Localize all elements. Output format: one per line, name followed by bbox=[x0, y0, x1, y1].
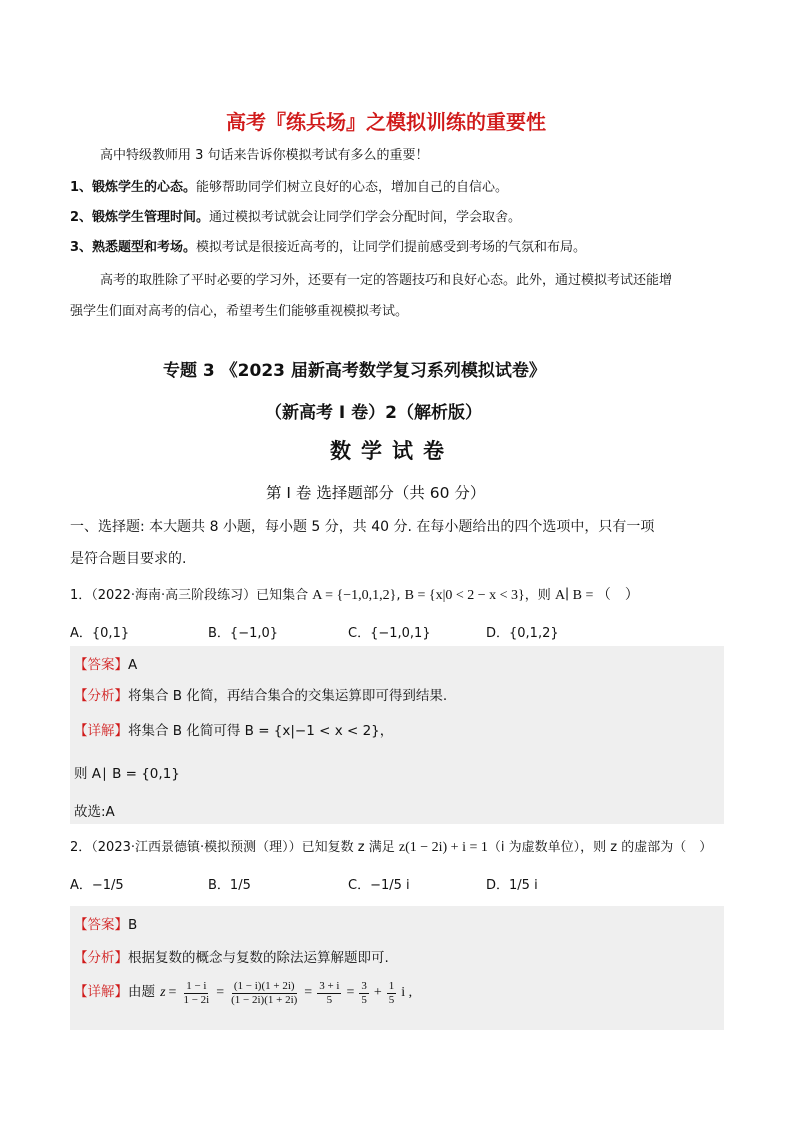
q1-detail-2: 则 A∣ B = {0,1} bbox=[74, 766, 180, 782]
q2-option-b: B．1/5 bbox=[208, 878, 251, 893]
point-1-text: 能够帮助同学们树立良好的心态，增加自己的自信心。 bbox=[196, 180, 509, 195]
point-3-text: 模拟考试是很接近高考的，让同学们提前感受到考场的气氛和布局。 bbox=[196, 240, 587, 255]
q2-stem-suffix: （i 为虚数单位），则 z 的虚部为（ ） bbox=[487, 840, 713, 855]
q2-answer-tag: 【答案】 bbox=[74, 917, 128, 933]
exam-title-line-2: （新高考 I 卷）2（解析版） bbox=[265, 403, 482, 423]
point-3 bbox=[70, 236, 586, 255]
q2-detail-prefix: 由题 bbox=[128, 984, 155, 1000]
q1-analysis-text: 将集合 B 化简，再结合集合的交集运算即可得到结果. bbox=[128, 688, 448, 704]
closing-line-2: 强学生们面对高考的信心，希望考生们能够重视模拟考试。 bbox=[70, 304, 409, 319]
q1-stem-suffix: ，则 bbox=[524, 588, 551, 603]
q2-stem bbox=[70, 836, 712, 856]
point-2 bbox=[70, 206, 521, 225]
point-1-lead: 1、锻炼学生的心态。 bbox=[70, 180, 197, 195]
q2-option-a: A．−1/5 bbox=[70, 878, 124, 893]
exam-part: 第 I 卷 选择题部分（共 60 分） bbox=[266, 484, 486, 502]
point-2-lead: 2、锻炼学生管理时间。 bbox=[70, 210, 210, 225]
q1-analysis bbox=[74, 684, 447, 704]
point-2-text: 通过模拟考试就会让同学们学会分配时间，学会取舍。 bbox=[209, 210, 522, 225]
q1-detail-tag: 【详解】 bbox=[74, 723, 128, 739]
q2-detail-formula: z = $\frac{1 - i}{1 - 2i}$ = $\frac{(1 - i)(1 + 2i)}{(1 - 2i)(1 + 2i)}$ = $\frac{3 + i}{5}$ = $\frac{3}{5}$ + $\frac{1}{5}$ i , bbox=[160, 979, 413, 1006]
q1-option-d: D．{0,1,2} bbox=[486, 626, 559, 641]
q1-stem: 1．（2022·海南·高三阶段练习）已知集合 A = {−1,0,1,2}, B = {x|0 < 2 − x < 3}，则 A∣ B = （ ） bbox=[70, 588, 639, 603]
q1-option-a: A．{0,1} bbox=[70, 626, 130, 641]
q2-detail-tag: 【详解】 bbox=[74, 984, 128, 1000]
q2-option-c: C．−1/5 i bbox=[348, 878, 410, 893]
point-3-lead: 3、熟悉题型和考场。 bbox=[70, 240, 197, 255]
q2-equation: z(1 − 2i) + i = 1 bbox=[398, 840, 488, 855]
q1-option-c: C．{−1,0,1} bbox=[348, 626, 431, 641]
exam-subject: 数学试卷 bbox=[330, 439, 454, 463]
q1-solution-block bbox=[70, 646, 724, 824]
q1-answer-tag: 【答案】 bbox=[74, 657, 128, 673]
exam-title-line-1: 专题 3 《2023 届新高考数学复习系列模拟试卷》 bbox=[163, 361, 546, 381]
q1-answer bbox=[74, 653, 137, 673]
q2-analysis-text: 根据复数的概念与复数的除法运算解题即可. bbox=[128, 950, 389, 966]
q1-query: A∣ B = （ ） bbox=[554, 588, 639, 603]
intro-text: 高中特级教师用 3 句话来告诉你模拟考试有多么的重要！ bbox=[100, 148, 429, 163]
q2-stem-prefix: 2．（2023·江西景德镇·模拟预测（理））已知复数 z 满足 bbox=[70, 840, 395, 855]
q2-detail bbox=[74, 980, 412, 1006]
instructions-line-2: 是符合题目要求的. bbox=[70, 551, 187, 567]
q1-stem-prefix: 1．（2022·海南·高三阶段练习）已知集合 bbox=[70, 588, 309, 603]
q1-analysis-tag: 【分析】 bbox=[74, 688, 128, 704]
q1-conclusion: 故选:A bbox=[74, 804, 115, 820]
q2-answer-value: B bbox=[128, 917, 138, 933]
q1-answer-value: A bbox=[128, 657, 138, 673]
page-title: 高考『练兵场』之模拟训练的重要性 bbox=[226, 110, 546, 134]
q1-set-a: A = {−1,0,1,2} bbox=[312, 588, 397, 603]
closing-line-1: 高考的取胜除了平时必要的学习外，还要有一定的答题技巧和良好心态。此外，通过模拟考试还能增 bbox=[100, 273, 673, 288]
q2-option-d: D．1/5 i bbox=[486, 878, 538, 893]
q1-option-b: B．{−1,0} bbox=[208, 626, 279, 641]
q1-set-b: B = {x|0 < 2 − x < 3} bbox=[404, 588, 525, 603]
q2-analysis bbox=[74, 946, 389, 966]
instructions-line-1: 一、选择题: 本大题共 8 小题，每小题 5 分，共 40 分. 在每小题给出的四个选项中，只有一项 bbox=[70, 519, 655, 535]
q1-detail bbox=[74, 719, 393, 739]
q2-analysis-tag: 【分析】 bbox=[74, 950, 128, 966]
q2-solution-block bbox=[70, 906, 724, 1030]
point-1 bbox=[70, 176, 508, 195]
q1-detail-text: 将集合 B 化简可得 B = {x|−1 < x < 2}， bbox=[128, 723, 394, 739]
q2-answer bbox=[74, 913, 137, 933]
